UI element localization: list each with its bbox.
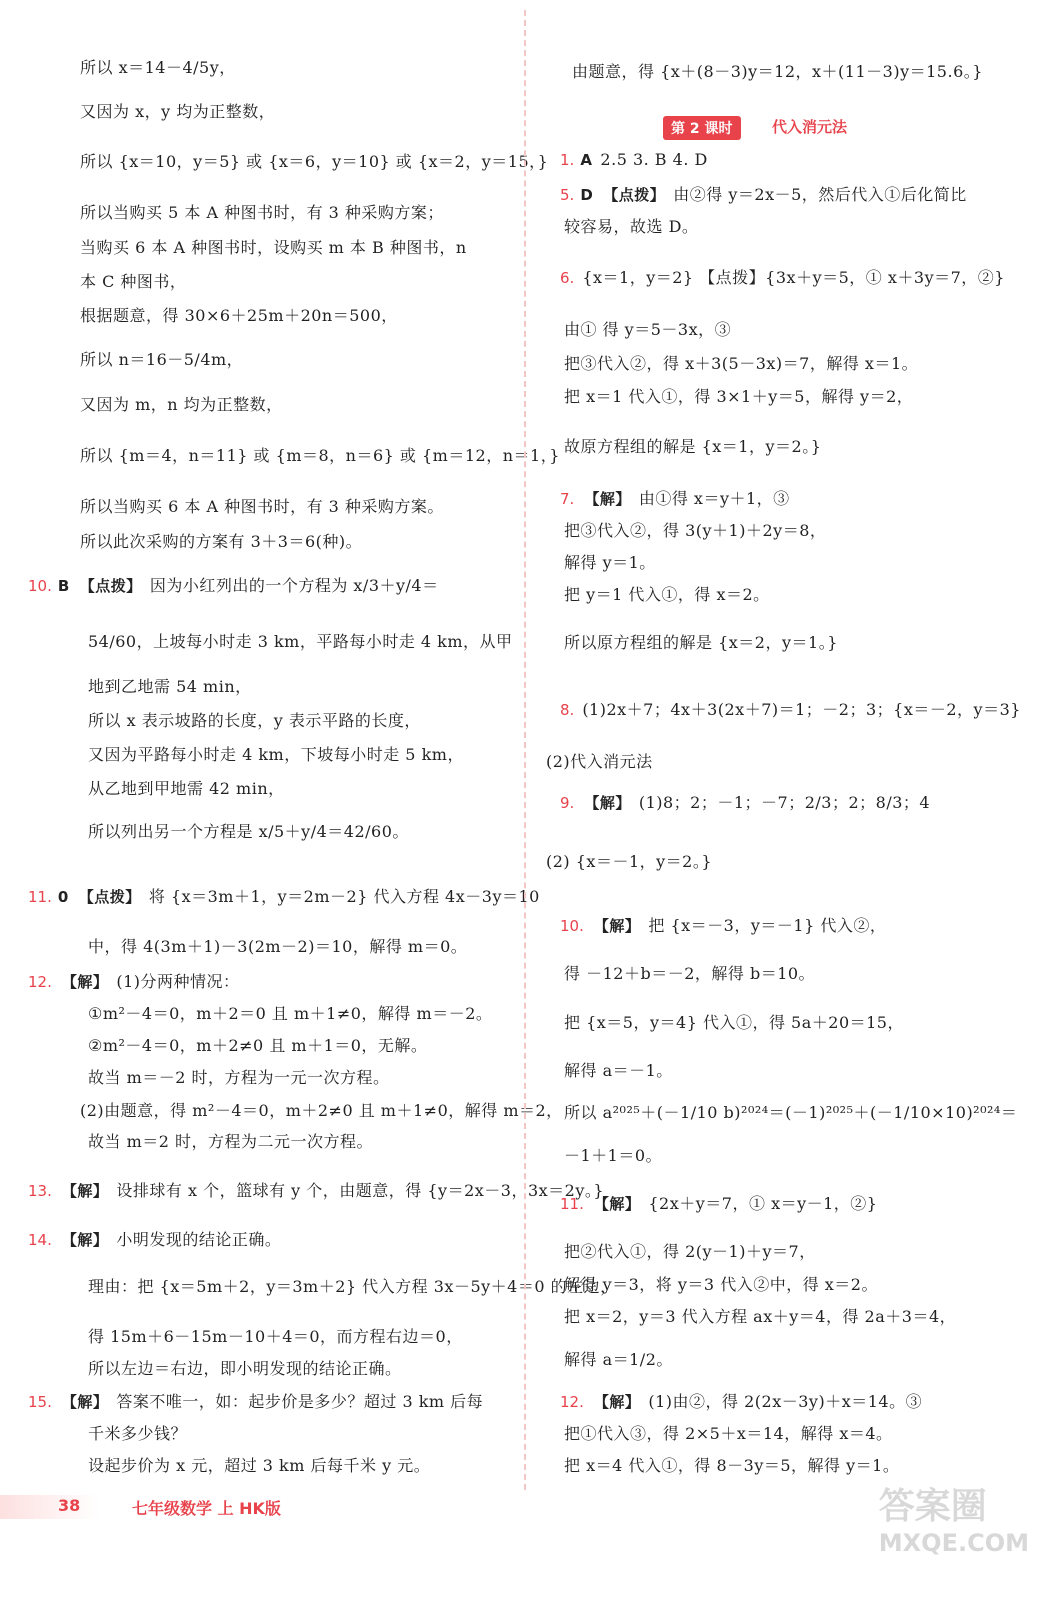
line-text: 2.5 3. B 4. D — [600, 150, 708, 169]
solution-line: 把 x＝2，y＝3 代入方程 ax＋y＝4，得 2a＋3＝4， — [564, 1307, 957, 1326]
solution-line — [28, 1230, 281, 1250]
solution-line: －1＋1＝0。 — [564, 1146, 663, 1165]
solution-line — [28, 887, 540, 907]
solution-line: 又因为 x，y 均为正整数， — [80, 102, 276, 121]
solution-line: (2)代入消元法 — [546, 752, 653, 771]
line-text: 答案不唯一，如：起步价是多少？超过 3 km 后每 — [116, 1392, 484, 1411]
hint-tag: 【解】 — [61, 1231, 109, 1249]
line-text: (1)由②，得 2(2x－3y)＋x＝14。③ — [648, 1392, 923, 1411]
hint-tag: 【解】 — [593, 1195, 641, 1213]
hint-tag: 【解】 — [593, 917, 641, 935]
hint-tag: 【解】 — [61, 973, 109, 991]
solution-line: 又因为 m，n 均为正整数， — [80, 395, 283, 414]
solution-line — [560, 700, 1021, 720]
question-number: 11. — [560, 1195, 584, 1213]
solution-line: 得 －12＋b＝－2，解得 b＝10。 — [564, 964, 816, 983]
line-text: 因为小红列出的一个方程为 x/3＋y/4＝ — [149, 576, 439, 595]
question-number: 11. — [28, 888, 52, 906]
solution-line — [560, 916, 886, 936]
question-number: 5. — [560, 186, 575, 204]
solution-line: 把 y＝1 代入①，得 x＝2。 — [564, 585, 770, 604]
question-number: 12. — [560, 1393, 584, 1411]
solution-line — [560, 268, 1005, 288]
solution-line: 解得 a＝1/2。 — [564, 1350, 673, 1369]
solution-line: 所以当购买 6 本 A 种图书时，有 3 种采购方案。 — [80, 497, 444, 516]
solution-line: 所以当购买 5 本 A 种图书时，有 3 种采购方案； — [80, 203, 444, 222]
solution-line: 中，得 4(3m＋1)－3(2m－2)＝10，解得 m＝0。 — [88, 937, 468, 956]
solution-line: 理由：把 {x＝5m＋2，y＝3m＋2} 代入方程 3x－5y＋4＝0 的左边， — [88, 1277, 617, 1296]
page-number: 38 — [58, 1496, 81, 1515]
question-number: 8. — [560, 701, 575, 719]
solution-line: ②m²－4＝0，m＋2≠0 且 m＋1＝0，无解。 — [88, 1036, 428, 1055]
lesson-title: 代入消元法 — [772, 118, 848, 136]
hint-tag: 【解】 — [61, 1182, 109, 1200]
solution-line: 又因为平路每小时走 4 km，下坡每小时走 5 km， — [88, 745, 464, 764]
solution-line: 所以 x 表示坡路的长度，y 表示平路的长度， — [88, 711, 421, 730]
question-number: 1. — [560, 151, 575, 169]
solution-line: 解得 a＝－1。 — [564, 1061, 673, 1080]
line-text: (1)2x＋7；4x＋3(2x＋7)＝1；－2；3；{x＝－2，y＝3} — [582, 700, 1021, 719]
hint-tag: 【点拨】 — [79, 577, 142, 595]
question-number: 12. — [28, 973, 52, 991]
solution-line: 所以 {m＝4，n＝11} 或 {m＝8，n＝6} 或 {m＝12，n＝1，} — [80, 446, 560, 465]
solution-line — [28, 1392, 483, 1412]
solution-line — [28, 576, 439, 596]
hint-tag: 【解】 — [584, 490, 631, 508]
question-number: 6. — [560, 269, 575, 287]
line-text: {2x＋y＝7，① x＝y－1，②} — [648, 1194, 878, 1213]
column-divider — [524, 10, 526, 1490]
hint-tag: 【解】 — [584, 794, 631, 812]
answer-choice: B — [57, 577, 70, 595]
question-number: 10. — [560, 917, 584, 935]
solution-line: 把 {x＝5，y＝4} 代入①，得 5a＋20＝15， — [564, 1013, 904, 1032]
answer-choice: A — [580, 151, 593, 169]
solution-line: 解得 y＝1。 — [564, 553, 656, 572]
solution-line: 所以此次采购的方案有 3＋3＝6(种)。 — [80, 532, 363, 551]
solution-line: 所以列出另一个方程是 x/5＋y/4＝42/60。 — [88, 822, 409, 841]
solution-line: 把 x＝1 代入①，得 3×1＋y＝5，解得 y＝2， — [564, 387, 914, 406]
solution-line: 所以 n＝16－5/4m， — [80, 350, 244, 369]
solution-line: 由题意，得 {x＋(8－3)y＝12，x＋(11－3)y＝15.6。} — [572, 62, 983, 81]
hint-tag: 【解】 — [61, 1393, 109, 1411]
answer-choice: 0 — [57, 888, 69, 906]
solution-line: 把①代入③，得 2×5＋x＝14，解得 x＝4。 — [564, 1424, 893, 1443]
question-number: 13. — [28, 1182, 52, 1200]
footer-bar — [0, 1495, 100, 1519]
line-text: 由①得 x＝y＋1，③ — [638, 489, 790, 508]
solution-line: 所以 {x＝10，y＝5} 或 {x＝6，y＝10} 或 {x＝2，y＝15，} — [80, 152, 549, 171]
solution-line: (2)由题意，得 m²－4＝0，m＋2≠0 且 m＋1≠0，解得 m＝2， — [80, 1101, 563, 1120]
solution-line: 故当 m＝－2 时，方程为一元一次方程。 — [88, 1068, 390, 1087]
solution-line: 较容易，故选 D。 — [564, 217, 699, 236]
solution-line: 故原方程组的解是 {x＝1，y＝2。} — [564, 437, 822, 456]
hint-tag: 【点拨】 — [78, 888, 141, 906]
solution-line — [560, 1392, 922, 1412]
solution-line: 得 15m＋6－15m－10＋4＝0，而方程右边＝0， — [88, 1327, 463, 1346]
solution-line — [560, 489, 790, 509]
solution-line: 根据题意，得 30×6＋25m＋20n＝500， — [80, 306, 398, 325]
solution-line — [28, 1181, 604, 1201]
solution-line: 54/60，上坡每小时走 3 km，平路每小时走 4 km，从甲 — [88, 632, 513, 651]
question-number: 7. — [560, 490, 575, 508]
line-text: 设排球有 x 个，篮球有 y 个，由题意，得 {y＝2x－3，3x＝2y。} — [116, 1181, 605, 1200]
hint-tag: 【解】 — [593, 1393, 641, 1411]
solution-line: 当购买 6 本 A 种图书时，设购买 m 本 B 种图书，n — [80, 238, 467, 257]
watermark-logo: 答案圈 — [878, 1486, 987, 1527]
line-text: 小明发现的结论正确。 — [116, 1230, 282, 1249]
line-text: 由②得 y＝2x－5，然后代入①后化简比 — [673, 185, 967, 204]
solution-line — [560, 1194, 878, 1214]
solution-line — [560, 793, 930, 813]
line-text: 把 {x＝－3，y＝－1} 代入②， — [648, 916, 887, 935]
watermark — [879, 1478, 1029, 1557]
solution-line: 把③代入②，得 x＋3(5－3x)＝7，解得 x＝1。 — [564, 354, 919, 373]
solution-line: 所以原方程组的解是 {x＝2，y＝1。} — [564, 633, 838, 652]
question-number: 10. — [28, 577, 52, 595]
book-title: 七年级数学 上 HK版 — [132, 1499, 281, 1518]
solution-line: 所以左边＝右边，即小明发现的结论正确。 — [88, 1359, 402, 1378]
solution-line — [28, 972, 240, 992]
solution-line: 所以 a²⁰²⁵＋(－1/10 b)²⁰²⁴＝(－1)²⁰²⁵＋(－1/10×10)²⁰²⁴＝ — [564, 1103, 1018, 1122]
solution-line — [560, 150, 708, 170]
line-text: (1)8；2；－1；－7；2/3；2；8/3；4 — [638, 793, 931, 812]
question-number: 14. — [28, 1231, 52, 1249]
answer-choice: D — [580, 186, 594, 204]
solution-line: 从乙地到甲地需 42 min， — [88, 779, 285, 798]
solution-line: 地到乙地需 54 min， — [88, 677, 252, 696]
solution-line: 把②代入①，得 2(y－1)＋y＝7， — [564, 1242, 816, 1261]
solution-line: 设起步价为 x 元，超过 3 km 后每千米 y 元。 — [88, 1456, 431, 1475]
solution-line: 把 x＝4 代入①，得 8－3y＝5，解得 y＝1。 — [564, 1456, 900, 1475]
solution-line: 把③代入②，得 3(y＋1)＋2y＝8， — [564, 521, 827, 540]
solution-line: (2) {x＝－1，y＝2。} — [546, 852, 713, 871]
watermark-url: MXQE.COM — [878, 1529, 1029, 1557]
solution-line — [560, 185, 967, 205]
solution-line: 所以 x＝14－4/5y， — [80, 58, 236, 77]
solution-line: 千米多少钱？ — [88, 1424, 188, 1443]
solution-line: 由① 得 y＝5－3x，③ — [564, 320, 732, 339]
question-number: 9. — [560, 794, 575, 812]
solution-line: 解得 y＝3，将 y＝3 代入②中，得 x＝2。 — [564, 1275, 878, 1294]
solution-line: ①m²－4＝0，m＋2＝0 且 m＋1≠0，解得 m＝－2。 — [88, 1004, 493, 1023]
line-text: (1)分两种情况： — [116, 972, 240, 991]
hint-tag: 【点拨】 — [603, 186, 666, 204]
line-text: {x＝1，y＝2} 【点拨】{3x＋y＝5，① x＋3y＝7，②} — [582, 268, 1005, 287]
question-number: 15. — [28, 1393, 52, 1411]
solution-line: 故当 m＝2 时，方程为二元一次方程。 — [88, 1132, 374, 1151]
solution-line: 本 C 种图书， — [80, 272, 187, 291]
line-text: 将 {x＝3m＋1，y＝2m－2} 代入方程 4x－3y＝10 — [148, 887, 540, 906]
lesson-badge: 第 2 课时 — [663, 116, 741, 140]
